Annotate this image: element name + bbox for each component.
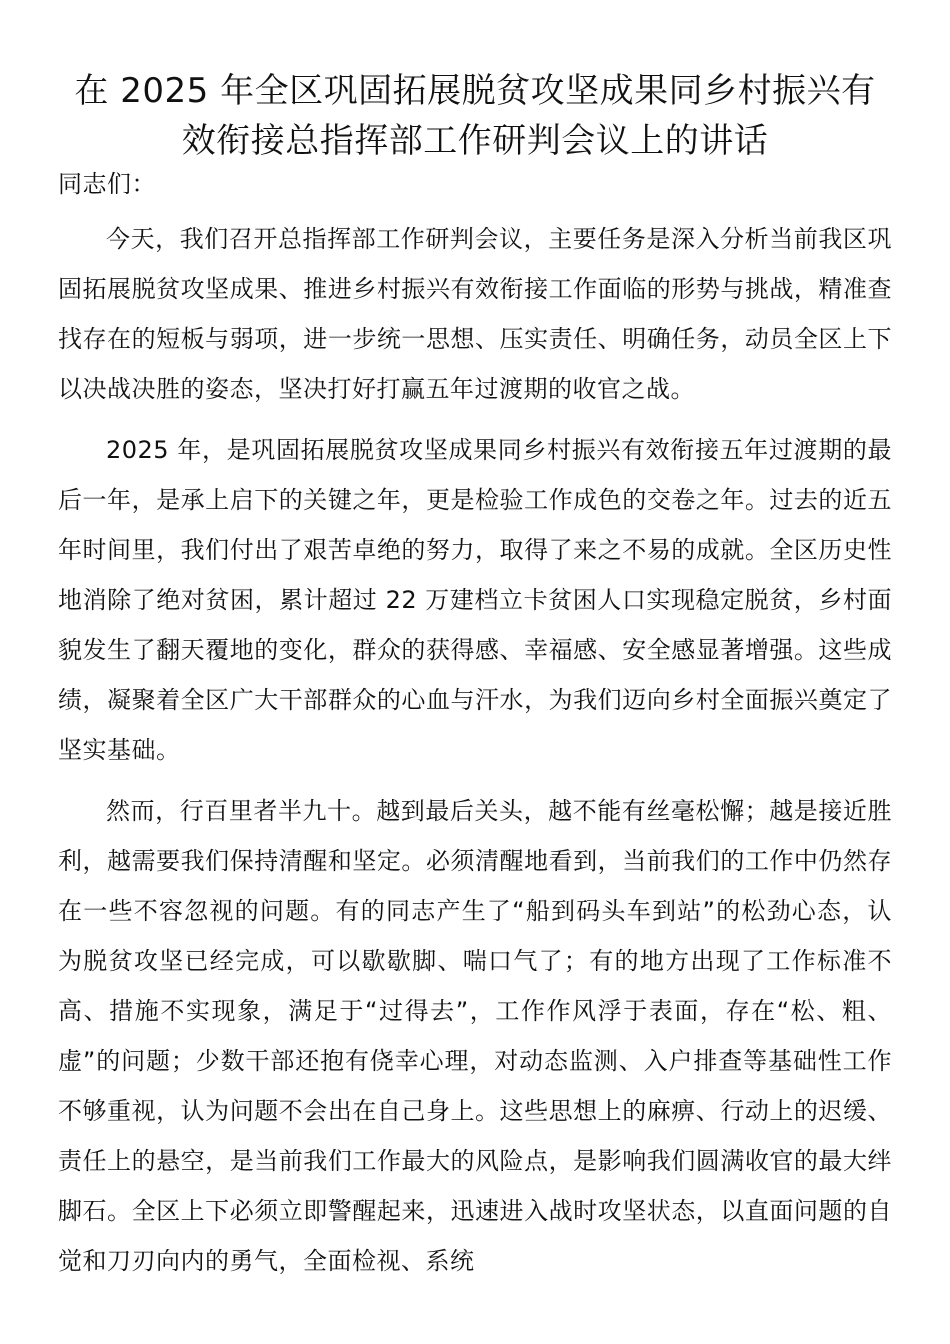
document-page: [58, 66, 892, 1286]
paragraph-3: 然而，行百里者半九十。越到最后关头，越不能有丝毫松懈；越是接近胜利，越需要我们保持清醒和坚定。必须清醒地看到，当前我们的工作中仍然存在一些不容忽视的问题。有的同志产生了“船到码头车到站”的松劲心态，认为脱贫攻坚已经完成，可以歇歇脚、喘口气了；有的地方出现了工作标准不高、措施不实现象，满足于“过得去”，工作作风浮于表面，存在“松、粗、虚”的问题；少数干部还抱有侥幸心理，对动态监测、入户排查等基础性工作不够重视，认为问题不会出在自己身上。这些思想上的麻痹、行动上的迟缓、责任上的悬空，是当前我们工作最大的风险点，是影响我们圆满收官的最大绊脚石。全区上下必须立即警醒起来，迅速进入战时攻坚状态，以直面问题的自觉和刀刃向内的勇气，全面检视、系统: [58, 797, 892, 1275]
paragraph-2: 2025 年，是巩固拓展脱贫攻坚成果同乡村振兴有效衔接五年过渡期的最后一年，是承上启下的关键之年，更是检验工作成色的交卷之年。过去的近五年时间里，我们付出了艰苦卓绝的努力，取得了来之不易的成就。全区历史性地消除了绝对贫困，累计超过 22 万建档立卡贫困人口实现稳定脱贫，乡村面貌发生了翻天覆地的变化，群众的获得感、幸福感、安全感显著增强。这些成绩，凝聚着全区广大干部群众的心血与汗水，为我们迈向乡村全面振兴奠定了坚实基础。: [58, 436, 892, 764]
paragraph-1: 今天，我们召开总指挥部工作研判会议，主要任务是深入分析当前我区巩固拓展脱贫攻坚成果、推进乡村振兴有效衔接工作面临的形势与挑战，精准查找存在的短板与弱项，进一步统一思想、压实责任、明确任务，动员全区上下以决战决胜的姿态，坚决打好打赢五年过渡期的收官之战。: [58, 225, 892, 403]
document-title: 在 2025 年全区巩固拓展脱贫攻坚成果同乡村振兴有效衔接总指挥部工作研判会议上的讲话: [74, 71, 876, 161]
salutation: 同志们：: [58, 170, 156, 198]
